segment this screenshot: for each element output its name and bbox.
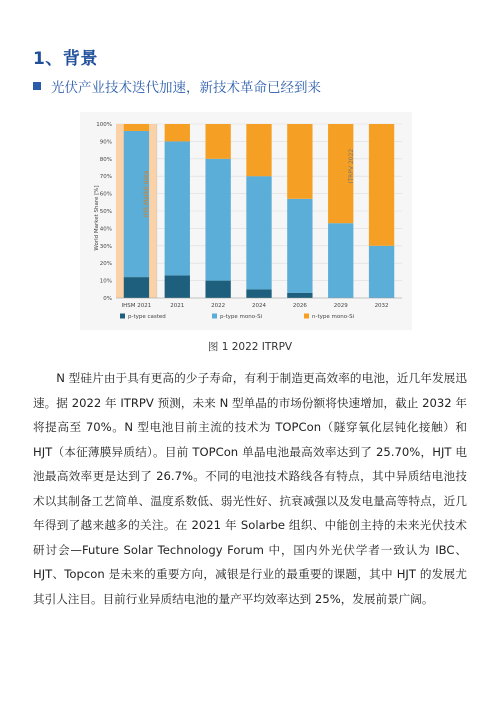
x-tick-label: 2026 <box>292 303 307 309</box>
bar-segment <box>205 124 230 159</box>
square-bullet-icon <box>33 82 41 90</box>
bar-segment <box>369 246 394 298</box>
paragraph: N 型硅片由于具有更高的少子寿命，有利于制造更高效率的电池，近几年发展迅速。据 2022 年 ITRPV 预测，未来 N 型单晶的市场份额将快速增加，截止 2032 年将提高至 70%。N 型电池目前主流的技术为 TOPCon（隧穿氧化层钝化接触）和 HJT（本征薄膜异质结）。目前 TOPCon 单晶电池最高效率达到了 25.70%，HJT 电池最高效率更是达到了 26.7%。不同的电池技术路线各有特点，其中异质结电池技术以其制备工艺简单、温度系数低、弱光性好、抗衰减强以及发电量高等特点，近几年得到了越来越多的关注。在 2021 年 Solarbe 组织、中能创主持的未来光伏技术研讨会—Future Solar Technology Forum 中，国内外光伏学者一致认为 IBC、HJT、Topcon 是未来的重要方向，减银是行业的最重要的课题，其中 HJT 的发展尤其引人注目。目前行业异质结电池的量产平均效率达到 25%，发展前景广阔。 <box>33 371 467 606</box>
bar-segment <box>124 124 149 131</box>
legend-label: n-type mono-Si <box>312 314 355 320</box>
bar-segment <box>246 124 271 176</box>
legend-label: p-type casted <box>128 314 166 320</box>
legend-swatch <box>120 314 125 319</box>
bar-segment <box>369 124 394 246</box>
y-tick-label: 40% <box>99 226 112 233</box>
chart-legend <box>120 314 355 321</box>
annotation-label: IHS Markit data <box>142 170 150 218</box>
bar-segment <box>287 124 312 199</box>
market-share-chart <box>80 112 412 330</box>
bar-segment <box>205 159 230 281</box>
bar-segment <box>165 275 190 298</box>
legend-label: p-type mono-Si <box>220 314 263 320</box>
y-axis-label: World Market Share [%] <box>94 185 100 251</box>
figure-caption: 图 1 2022 ITRPV <box>207 341 293 353</box>
y-tick-label: 30% <box>99 243 112 250</box>
bar-segment <box>287 293 312 298</box>
bar-segment <box>165 141 190 275</box>
y-tick-label: 100% <box>96 122 112 128</box>
x-tick-label: 2029 <box>333 303 348 309</box>
bar-segment <box>287 199 312 293</box>
section-heading: 1、背景 <box>33 49 98 69</box>
y-tick-label: 0% <box>103 296 112 302</box>
body-text <box>33 366 467 611</box>
x-tick-label: 2022 <box>211 303 226 309</box>
bar-segment <box>124 277 149 298</box>
x-tick-label: IHSM 2021 <box>121 303 152 309</box>
y-tick-label: 10% <box>99 278 112 285</box>
y-tick-label: 90% <box>99 139 112 146</box>
x-tick-label: 2021 <box>170 303 185 309</box>
y-tick-label: 80% <box>99 156 112 163</box>
y-tick-label: 20% <box>99 261 112 268</box>
y-tick-label: 70% <box>99 174 112 181</box>
subheading-text: 光伏产业技术迭代加速，新技术革命已经到来 <box>51 80 321 96</box>
x-tick-label: 2024 <box>252 303 266 309</box>
bar-segment <box>246 176 271 289</box>
bar-segment <box>205 281 230 298</box>
bar-segment <box>165 124 190 141</box>
chart-svg <box>80 112 412 330</box>
bar-segment <box>328 223 353 298</box>
y-tick-label: 50% <box>99 209 112 215</box>
annotation-label: ITRPV 2022 <box>347 148 355 184</box>
legend-swatch <box>304 314 309 319</box>
subheading <box>33 76 321 96</box>
bar-segment <box>246 289 271 298</box>
legend-swatch <box>212 314 217 319</box>
x-tick-label: 2032 <box>374 303 389 309</box>
y-tick-label: 60% <box>99 191 112 198</box>
